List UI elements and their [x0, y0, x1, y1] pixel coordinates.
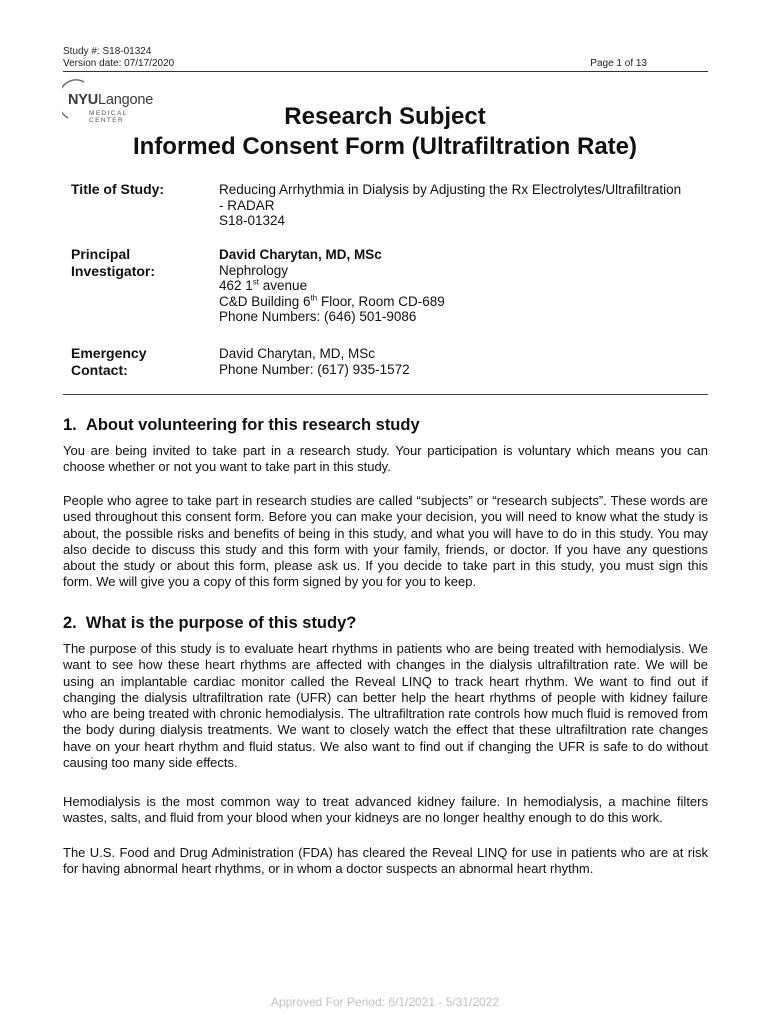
pi-building-text: C&D Building 6: [219, 293, 311, 309]
emergency-contact-label: [71, 345, 146, 379]
header-divider: [63, 71, 708, 72]
ec-label-line: Emergency: [71, 345, 147, 361]
page-subtitle: Informed Consent Form (Ultrafiltration Rate): [132, 133, 637, 160]
emergency-contact-value: [219, 346, 410, 377]
pi-address: [219, 278, 445, 294]
pi-label-line: Principal: [71, 246, 131, 262]
logo-subtitle: MEDICAL CENTER: [89, 110, 128, 124]
pi-building-text: Floor, Room CD-689: [317, 293, 445, 309]
pi-address-sup: st: [252, 277, 260, 287]
section-2-paragraph: Hemodialysis is the most common way to treat advanced kidney failure. In hemodialysis, a machine filters wastes, salts, and fluid from your blood when your kidneys are no longer healthy enough to do this work.: [63, 794, 708, 826]
pi-label-line: Investigator:: [71, 263, 156, 279]
ec-name: David Charytan, MD, MSc: [219, 346, 376, 361]
page-number: Page 1 of 13: [590, 58, 647, 69]
principal-investigator-value: [219, 247, 445, 325]
principal-investigator-label: [71, 246, 155, 280]
version-date: Version date: 07/17/2020: [63, 58, 175, 69]
study-meta: [63, 46, 174, 70]
ec-label-line: Contact:: [71, 362, 128, 378]
section-1-paragraph: People who agree to take part in research studies are called “subjects” or “research subjects”. These words are used throughout this consent form. Before you can make your decision, you will need to know what the study is about, the possible risks and benefits of being in this study, and what you will have to do in this study. You may also decide to discuss this study and this form with your family, friends, or doctor. If you have any questions about the study or about this form, please ask us. If you decide to take part in this study, you must sign this form. We will give you a copy of this form signed by you for you to keep.: [63, 493, 708, 590]
pi-building: [219, 294, 445, 310]
pi-phone: Phone Numbers: (646) 501-9086: [219, 309, 417, 324]
logo-name-regular: Langone: [98, 92, 154, 108]
page-title: Research Subject: [284, 103, 486, 130]
study-number: Study #: S18-01324: [63, 46, 152, 57]
pi-address-text: 462 1: [219, 278, 253, 293]
approval-footer: Approved For Period: 6/1/2021 - 5/31/2022: [270, 995, 500, 1009]
pi-name: David Charytan, MD, MSc: [219, 247, 382, 262]
pi-building-sup: th: [310, 293, 318, 302]
section-2-heading: 2. What is the purpose of this study?: [63, 614, 357, 632]
section-2-paragraph: The U.S. Food and Drug Administration (FDA) has cleared the Reveal LINQ for use in patients who are at risk for having abnormal heart rhythms, or in whom a doctor suspects an abnormal heart rhythm.: [63, 845, 708, 877]
logo-name-bold: NYU: [68, 92, 99, 108]
ec-phone: Phone Number: (617) 935-1572: [219, 361, 410, 377]
study-title-line: Reducing Arrhythmia in Dialysis by Adjusting the Rx Electrolytes/Ultrafiltration: [219, 182, 682, 197]
pi-department: Nephrology: [219, 262, 289, 278]
study-title-value: [219, 182, 681, 229]
section-1-heading: 1. About volunteering for this research study: [63, 416, 420, 434]
section-2-paragraph: The purpose of this study is to evaluate heart rhythms in patients who are being treated with hemodialysis. We want to see how these heart rhythms are affected with changes in the dialysis ultrafiltration rate. We will be using an implantable cardiac monitor called the Reveal LINQ to track heart rhythm. We want to find out if changing the dialysis ultrafiltration rate (UFR) can better help the heart rhythms of people with kidney failure who are being treated with chronic hemodialysis. The ultrafiltration rate controls how much fluid is removed from the body during dialysis treatments. We want to closely watch the effect that these ultrafiltration rate changes have on your heart rhythm and fluid status. We also want to find out if changing the UFR is safe to do without causing too many side effects.: [63, 641, 708, 771]
study-title-line: S18-01324: [219, 213, 286, 228]
pi-address-text: avenue: [259, 278, 308, 293]
study-title-line: - RADAR: [219, 197, 275, 213]
info-divider: [63, 394, 708, 395]
study-title-label: Title of Study:: [71, 181, 165, 197]
section-1-paragraph: You are being invited to take part in a research study. Your participation is voluntary which means you can choose whether or not you want to take part in this study.: [63, 443, 708, 475]
